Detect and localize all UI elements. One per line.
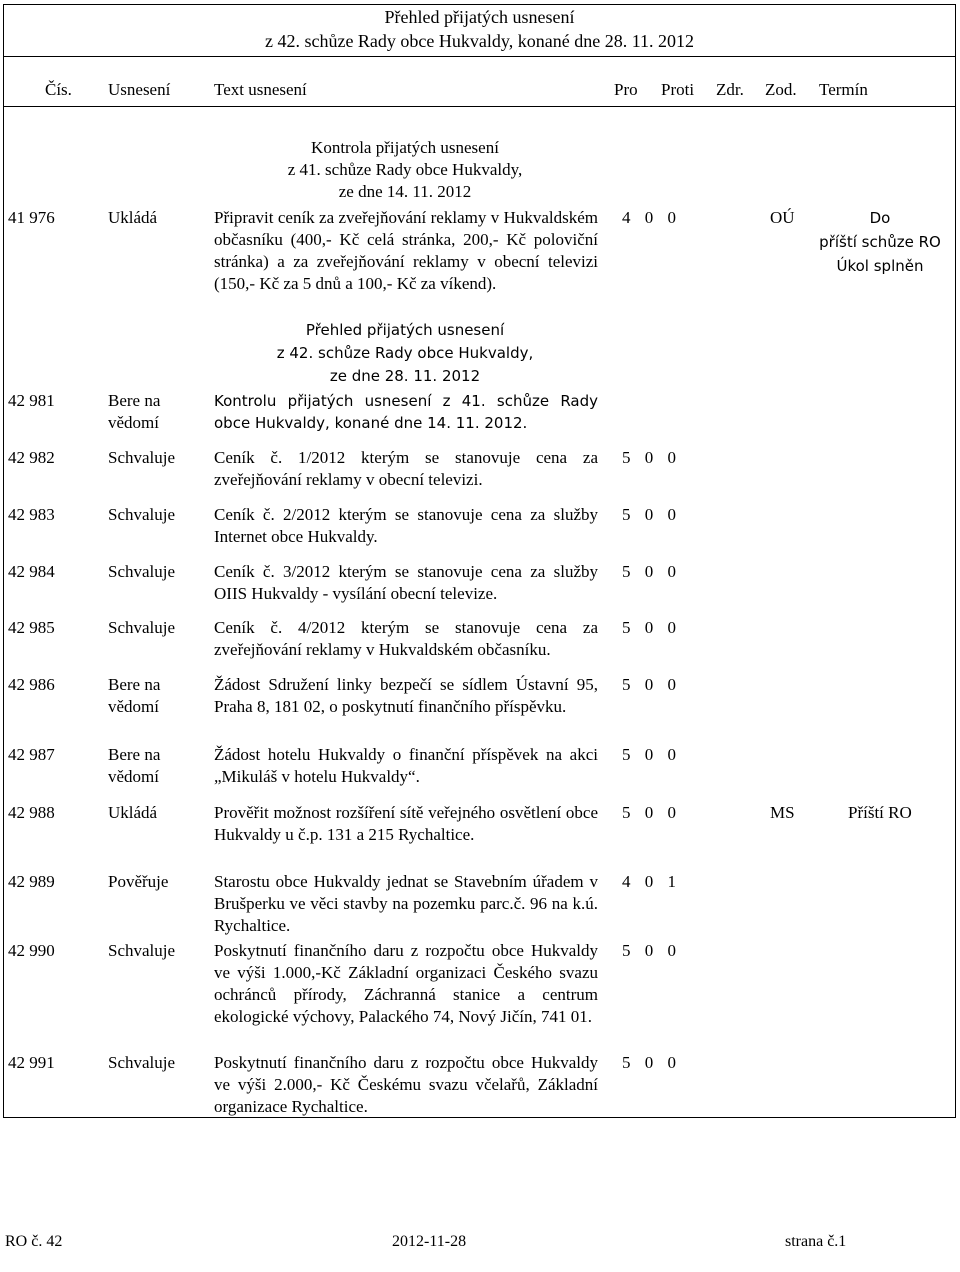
row-type: Pověřuje [108, 872, 169, 891]
col-header-cis: Čís. [45, 80, 72, 99]
section-kontrola-line1: Kontrola přijatých usnesení [311, 138, 499, 157]
row-text: Ceník č. 1/2012 kterým se stanovuje cena za zveřejňování reklamy v obecní televizi. [214, 448, 598, 489]
footer-meeting: RO č. 42 [5, 1233, 63, 1250]
row-number: 42 985 [8, 618, 55, 637]
row-responsible: MS [770, 803, 795, 822]
page-subtitle: z 42. schůze Rady obce Hukvaldy, konané dne 28. 11. 2012 [264, 31, 695, 51]
row-text: Žádost hotelu Hukvaldy o finanční příspěvek na akci „Mikuláš v hotelu Hukvaldy“. [214, 745, 598, 786]
section-prehled-line1: Přehled přijatých usnesení [305, 321, 505, 339]
row-number: 42 986 [8, 675, 55, 694]
row-text: Žádost Sdružení linky bezpečí se sídlem Ústavní 95, Praha 8, 181 02, o poskytnutí finančního příspěvku. [214, 675, 598, 716]
row-number: 42 987 [8, 745, 55, 764]
row-type: Schvaluje [108, 941, 176, 960]
row-type-line2: vědomí [108, 767, 159, 786]
row-number: 42 989 [8, 872, 55, 891]
row-text: Prověřit možnost rozšíření sítě veřejného osvětlení obce Hukvaldy u č.p. 131 a 215 Rychaltice. [214, 803, 598, 844]
row-number: 42 982 [8, 448, 55, 467]
row-deadline-line2: příští schůze RO [819, 233, 941, 251]
row-votes: 5 0 0 [622, 618, 676, 637]
row-type-line2: vědomí [108, 697, 159, 716]
row-type: Schvaluje [108, 1053, 176, 1072]
row-votes: 5 0 0 [622, 1053, 676, 1072]
row-text: Poskytnutí finančního daru z rozpočtu obce Hukvaldy ve výši 1.000,-Kč Základní organizaci Českého svazu ochránců přírody, Záchranná stanice a centrum ekologické výchovy, Palackého 74, Nový Jičín, 741 01. [214, 941, 598, 1026]
row-number: 42 981 [8, 391, 55, 410]
section-kontrola-line2: z 41. schůze Rady obce Hukvaldy, [287, 160, 523, 179]
section-prehled-line3: ze dne 28. 11. 2012 [329, 367, 481, 385]
row-votes: 5 0 0 [622, 803, 676, 822]
row-type: Bere na [108, 391, 161, 410]
row-type: Schvaluje [108, 562, 176, 581]
row-text: Ceník č. 4/2012 kterým se stanovuje cena za zveřejňování reklamy v Hukvaldském občasníku. [214, 618, 598, 659]
col-header-zod: Zod. [765, 80, 797, 99]
row-votes: 5 0 0 [622, 505, 676, 524]
row-votes: 5 0 0 [622, 745, 676, 764]
row-text: Ceník č. 2/2012 kterým se stanovuje cena za služby Internet obce Hukvaldy. [214, 505, 598, 546]
section-kontrola-line3: ze dne 14. 11. 2012 [338, 182, 472, 201]
row-number: 41 976 [8, 208, 55, 227]
row-number: 42 983 [8, 505, 55, 524]
section-prehled-line2: z 42. schůze Rady obce Hukvaldy, [276, 344, 534, 362]
row-deadline: Příští RO [848, 803, 912, 822]
row-number: 42 988 [8, 803, 55, 822]
row-type: Ukládá [108, 803, 158, 822]
row-type: Schvaluje [108, 618, 176, 637]
row-type: Schvaluje [108, 448, 176, 467]
row-votes: 4 0 0 [622, 208, 676, 227]
row-votes: 5 0 0 [622, 675, 676, 694]
row-votes: 4 0 1 [622, 872, 676, 891]
row-number: 42 990 [8, 941, 55, 960]
row-text: Ceník č. 3/2012 kterým se stanovuje cena za služby OIIS Hukvaldy - vysílání obecní televize. [214, 562, 598, 603]
row-type-line2: vědomí [108, 413, 159, 432]
footer-page-number: strana č.1 [785, 1233, 847, 1250]
col-header-usneseni: Usnesení [108, 80, 171, 99]
row-responsible: OÚ [770, 208, 795, 227]
row-type: Ukládá [108, 208, 158, 227]
row-deadline-line1: Do [869, 209, 891, 227]
col-header-proti: Proti [661, 80, 695, 99]
row-votes: 5 0 0 [622, 448, 676, 467]
row-text: Kontrolu přijatých usnesení z 41. schůze Rady obce Hukvaldy, konané dne 14. 11. 2012. [214, 392, 598, 432]
row-text: Poskytnutí finančního daru z rozpočtu obce Hukvaldy ve výši 2.000,- Kč Českému svazu včelařů, Základní organizace Rychaltice. [214, 1053, 598, 1116]
row-number: 42 984 [8, 562, 55, 581]
row-deadline-line3: Úkol splněn [836, 257, 924, 275]
row-number: 42 991 [8, 1053, 55, 1072]
row-votes: 5 0 0 [622, 941, 676, 960]
row-text: Starostu obce Hukvaldy jednat se Stavebním úřadem v Brušperku ve věci stavby na pozemku parc.č. 96 na k.ú. Rychaltice. [214, 872, 598, 935]
col-header-termin: Termín [819, 80, 868, 99]
col-header-pro: Pro [614, 80, 638, 99]
title-divider [3, 56, 956, 57]
row-text: Připravit ceník za zveřejňování reklamy v Hukvaldském občasníku (400,- Kč celá stránka, 200,- Kč poloviční stránka) a za zveřejňování reklamy v obecní televizi (150,- Kč za 5 dnů a 100,- Kč za víkend). [214, 208, 598, 293]
footer-date: 2012-11-28 [392, 1233, 467, 1250]
row-type: Schvaluje [108, 505, 176, 524]
row-type: Bere na [108, 745, 161, 764]
col-header-zdr: Zdr. [716, 80, 744, 99]
col-header-text: Text usnesení [214, 80, 307, 99]
page-title: Přehled přijatých usnesení [384, 7, 575, 27]
row-votes: 5 0 0 [622, 562, 676, 581]
row-type: Bere na [108, 675, 161, 694]
header-divider [3, 106, 956, 107]
